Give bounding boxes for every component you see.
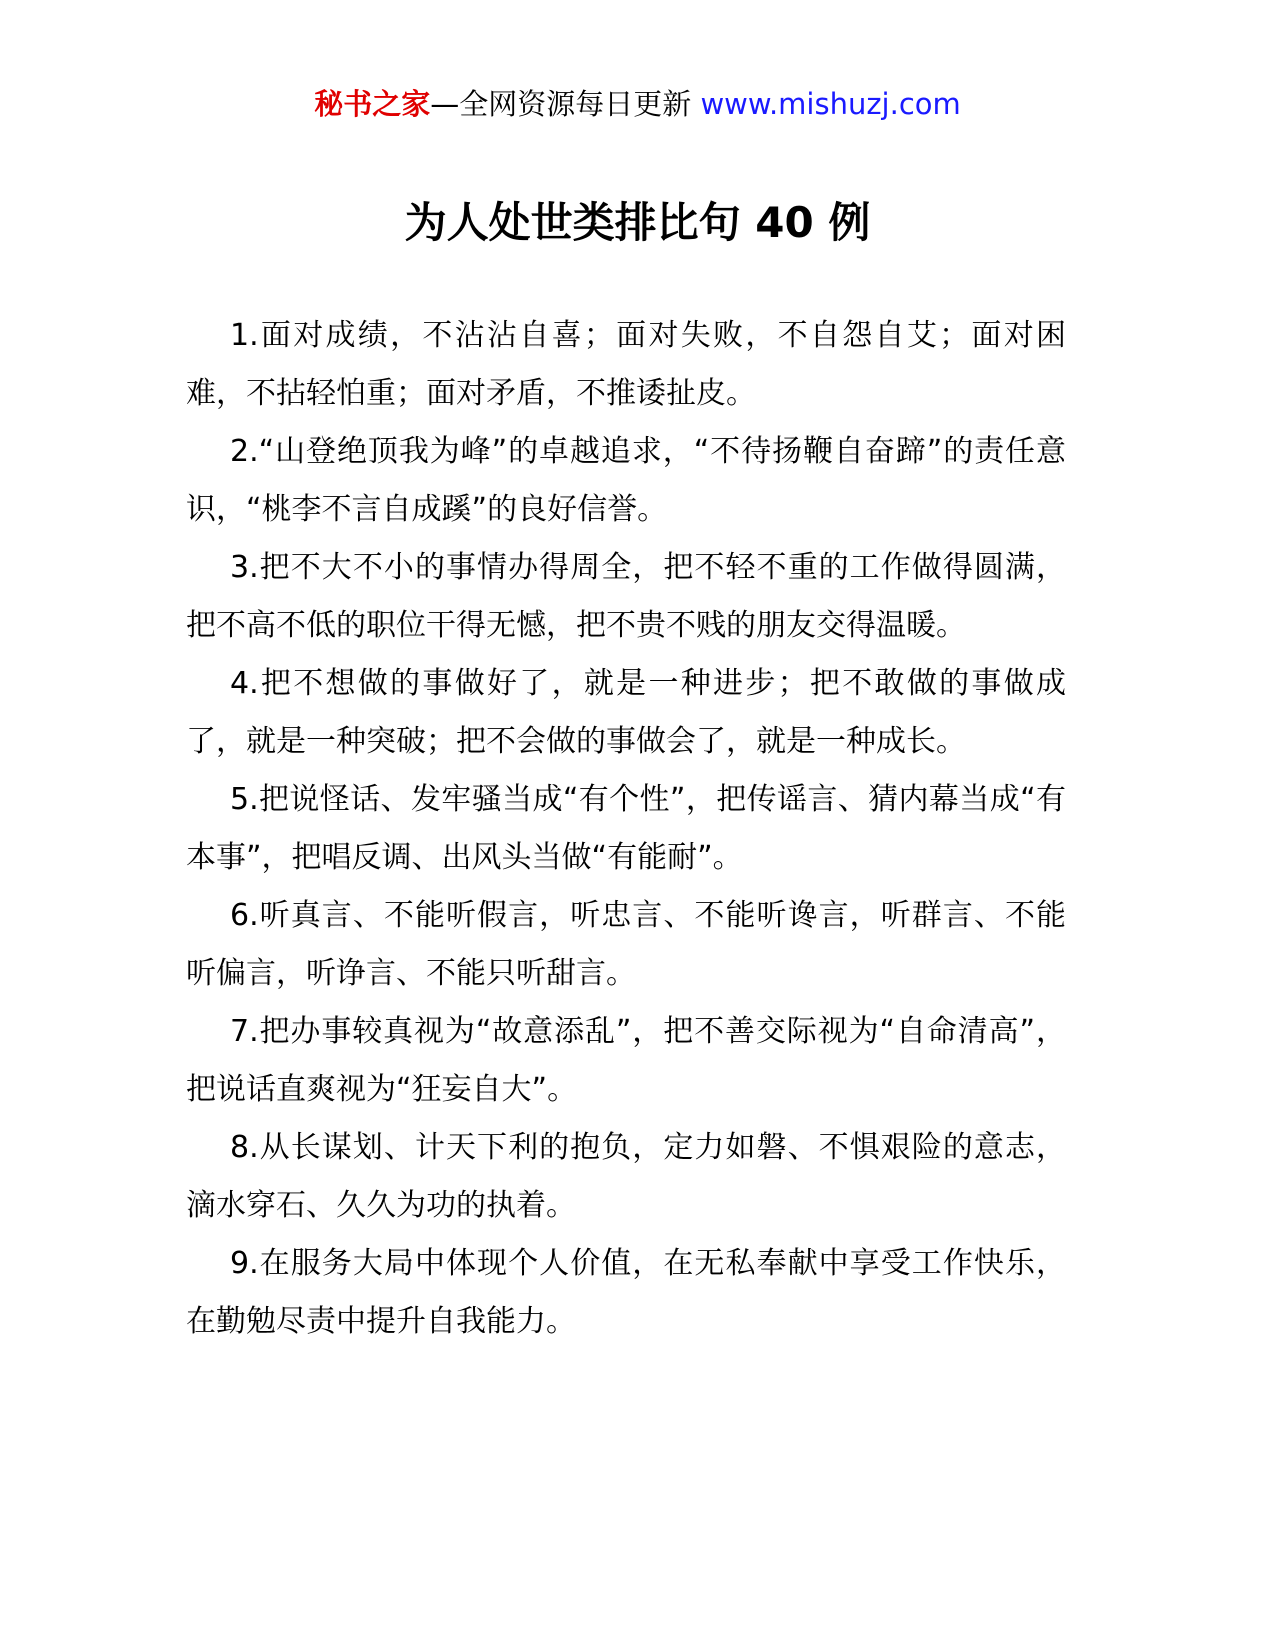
paragraph-8: 8.从长谋划、计天下利的抱负，定力如磐、不惧艰险的意志，滴水穿石、久久为功的执着。	[186, 1130, 1066, 1223]
paragraph-7: 7.把办事较真视为“故意添乱”，把不善交际视为“自命清高”，把说话直爽视为“狂妄自大”。	[186, 1014, 1066, 1107]
document-body	[186, 307, 1066, 1351]
brand-name: 秘书之家	[314, 87, 431, 121]
site-header	[0, 82, 1275, 126]
document-title: 为人处世类排比句 40 例	[404, 198, 871, 247]
paragraph-4: 4.把不想做的事做好了，就是一种进步；把不敢做的事做成了，就是一种突破；把不会做的事做会了，就是一种成长。	[186, 666, 1066, 759]
paragraph-5: 5.把说怪话、发牢骚当成“有个性”，把传谣言、猜内幕当成“有本事”，把唱反调、出风头当做“有能耐”。	[186, 782, 1066, 875]
paragraph-2: 2.“山登绝顶我为峰”的卓越追求，“不待扬鞭自奋蹄”的责任意识，“桃李不言自成蹊”的良好信誉。	[186, 434, 1066, 527]
site-url-link[interactable]: www.mishuzj.com	[700, 87, 961, 121]
paragraph-9: 9.在服务大局中体现个人价值，在无私奉献中享受工作快乐，在勤勉尽责中提升自我能力。	[186, 1246, 1066, 1339]
paragraph-1: 1.面对成绩，不沾沾自喜；面对失败，不自怨自艾；面对困难，不拈轻怕重；面对矛盾，不推诿扯皮。	[186, 318, 1066, 411]
header-tagline: —全网资源每日更新	[430, 87, 692, 121]
paragraph-3: 3.把不大不小的事情办得周全，把不轻不重的工作做得圆满，把不高不低的职位干得无憾，把不贵不贱的朋友交得温暖。	[186, 550, 1066, 643]
paragraph-6: 6.听真言、不能听假言，听忠言、不能听谗言，听群言、不能听偏言，听诤言、不能只听甜言。	[186, 898, 1066, 991]
